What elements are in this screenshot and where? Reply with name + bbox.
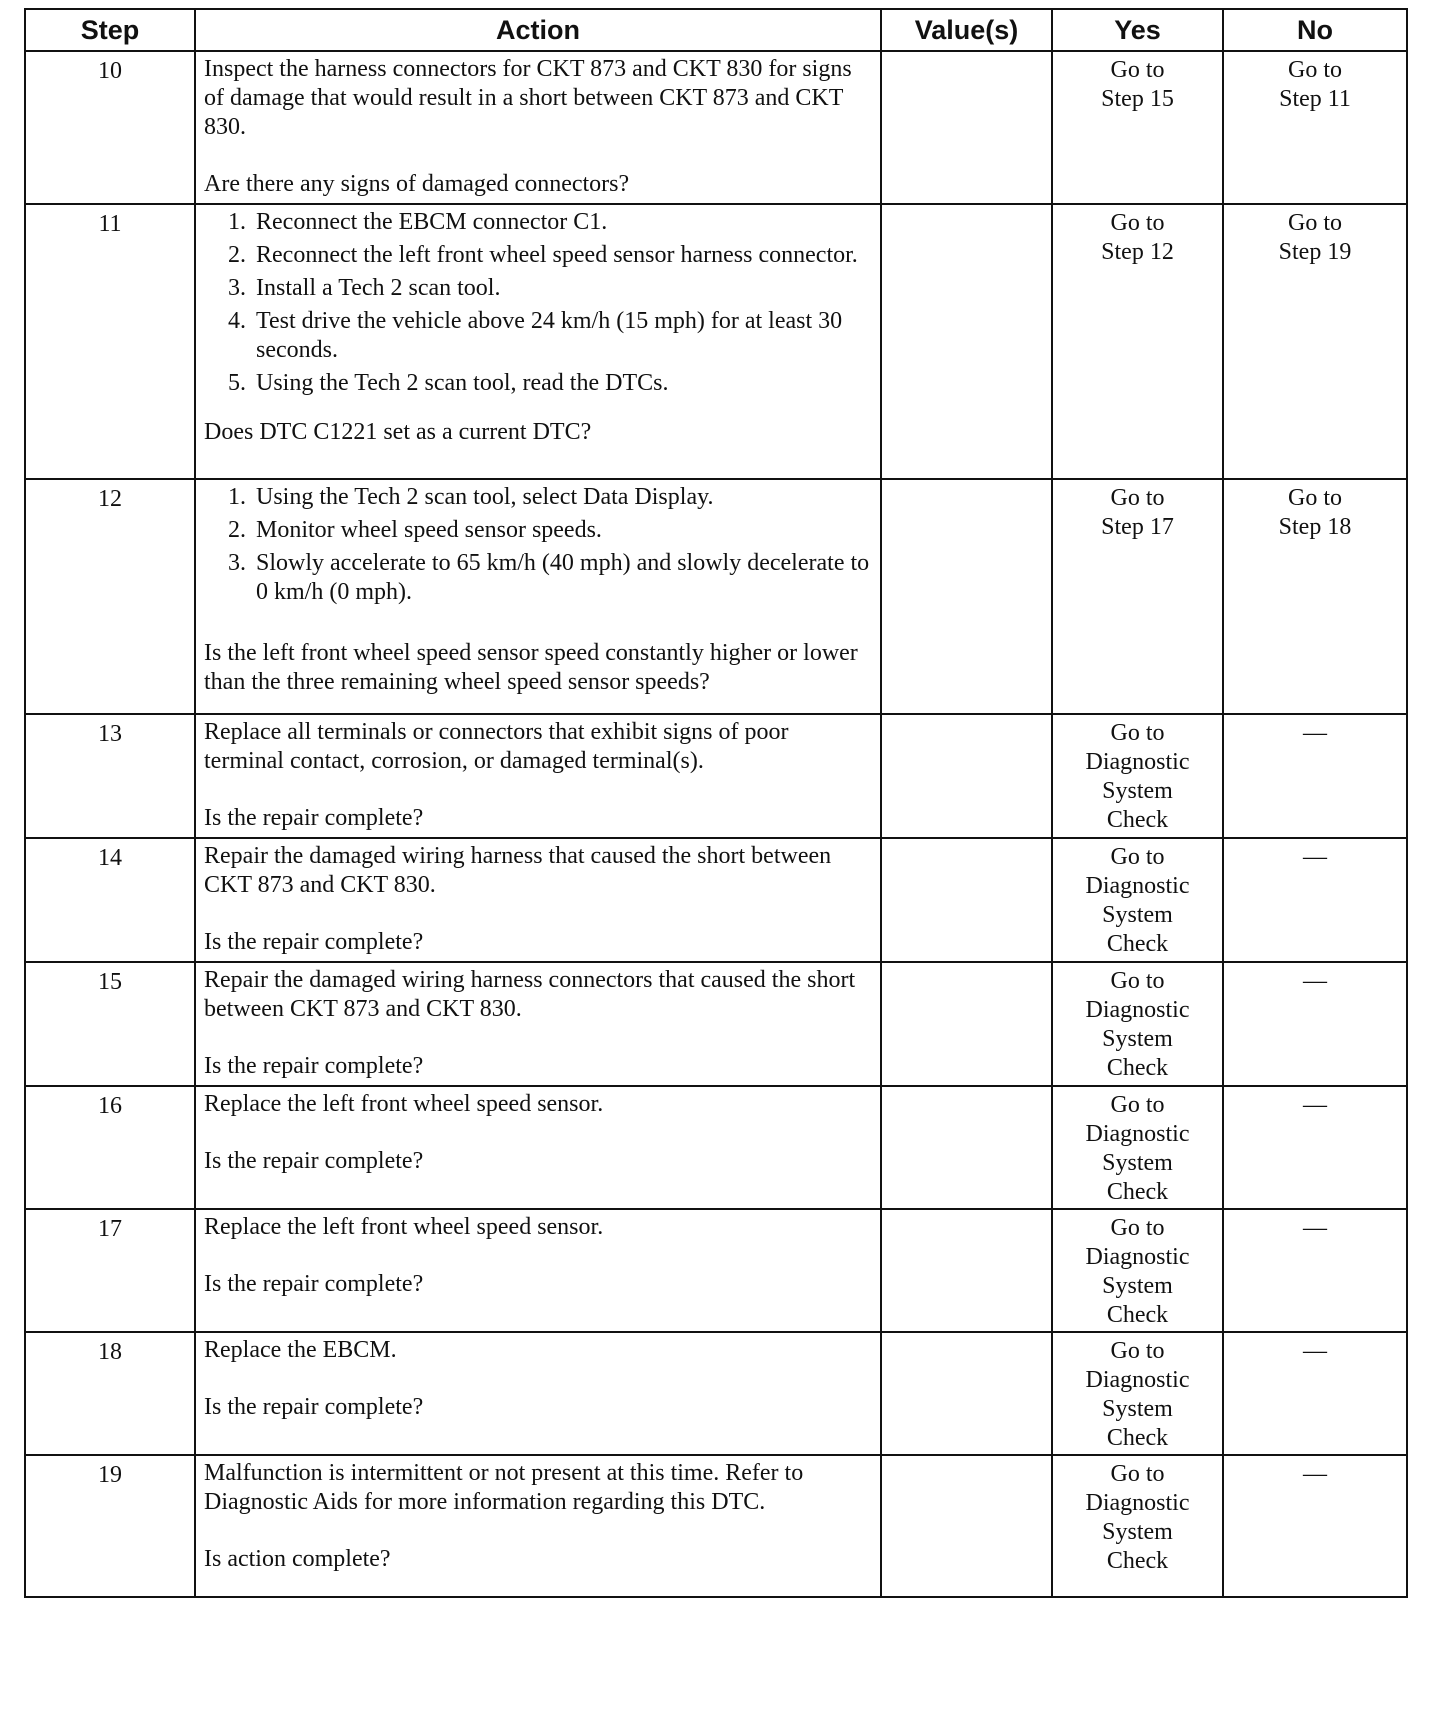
no-text: Go to — [1288, 485, 1342, 511]
yes-text: Check — [1106, 1425, 1169, 1451]
yes-text: Go to — [1110, 485, 1165, 511]
step-number: 11 — [25, 204, 195, 479]
table-row — [25, 1332, 1407, 1455]
step-number: 14 — [25, 838, 195, 962]
action-question: Is action complete? — [204, 1546, 391, 1572]
yes-text: Diagnostic — [1085, 873, 1190, 899]
action-step-item: 4. Test drive the vehicle above 24 km/h (15 mph) for at least 30 seconds. — [252, 307, 874, 365]
action-cell — [195, 1086, 881, 1209]
yes-text: Step 12 — [1101, 239, 1174, 265]
yes-text: Go to — [1110, 210, 1165, 236]
header-action: Action — [195, 9, 881, 51]
spacer — [204, 1024, 874, 1052]
action-step-list — [204, 483, 874, 607]
value-cell — [881, 204, 1052, 479]
diagnostic-page — [24, 8, 1406, 1598]
yes-text: Diagnostic — [1085, 1121, 1190, 1147]
action-step-item: 3. Slowly accelerate to 65 km/h (40 mph) and slowly decelerate to 0 km/h (0 mph). — [252, 549, 874, 607]
yes-text: Go to — [1110, 720, 1165, 746]
action-question: Is the repair complete? — [204, 805, 424, 831]
spacer — [204, 611, 874, 639]
yes-text: Diagnostic — [1085, 1367, 1190, 1393]
step-number: 10 — [25, 51, 195, 204]
yes-text: Go to — [1110, 1338, 1165, 1364]
no-cell — [1223, 962, 1407, 1086]
yes-cell — [1052, 962, 1223, 1086]
no-cell — [1223, 1209, 1407, 1332]
value-cell — [881, 1455, 1052, 1597]
value-cell — [881, 962, 1052, 1086]
action-question: Is the repair complete? — [204, 1394, 424, 1420]
yes-cell — [1052, 1209, 1223, 1332]
yes-text: Step 17 — [1101, 514, 1174, 540]
action-step-item: 2. Reconnect the left front wheel speed sensor harness connector. — [252, 241, 874, 270]
action-cell — [195, 1455, 881, 1597]
action-question: Are there any signs of damaged connectors? — [204, 171, 630, 197]
action-step-item: 2. Monitor wheel speed sensor speeds. — [252, 516, 874, 545]
yes-text: System — [1102, 778, 1173, 804]
header-no: No — [1223, 9, 1407, 51]
spacer — [204, 1365, 874, 1393]
action-instruction: Replace all terminals or connectors that exhibit signs of poor terminal contact, corrosion, or damaged terminal(s). — [204, 719, 789, 774]
action-step-item: 5. Using the Tech 2 scan tool, read the DTCs. — [252, 369, 874, 398]
yes-text: System — [1102, 1026, 1173, 1052]
action-instruction: Malfunction is intermittent or not present at this time. Refer to Diagnostic Aids for more information regarding this DTC. — [204, 1460, 804, 1515]
no-text: — — [1303, 1461, 1327, 1487]
yes-text: System — [1102, 1519, 1173, 1545]
yes-cell — [1052, 479, 1223, 714]
yes-text: Check — [1106, 807, 1169, 833]
action-cell — [195, 479, 881, 714]
no-cell — [1223, 1455, 1407, 1597]
no-cell — [1223, 1086, 1407, 1209]
spacer — [204, 1517, 874, 1545]
yes-text: Check — [1106, 1548, 1169, 1574]
spacer — [204, 142, 874, 170]
yes-cell — [1052, 1086, 1223, 1209]
no-text: Step 18 — [1278, 514, 1352, 540]
action-step-item: 1. Using the Tech 2 scan tool, select Data Display. — [252, 483, 874, 512]
step-number: 13 — [25, 714, 195, 838]
yes-text: Diagnostic — [1085, 749, 1190, 775]
action-cell — [195, 714, 881, 838]
yes-text: Go to — [1110, 1215, 1165, 1241]
yes-text: Go to — [1110, 57, 1165, 83]
table-row — [25, 51, 1407, 204]
action-question: Is the repair complete? — [204, 1271, 424, 1297]
header-step: Step — [25, 9, 195, 51]
step-number: 18 — [25, 1332, 195, 1455]
table-row — [25, 479, 1407, 714]
yes-text: Check — [1106, 1055, 1169, 1081]
yes-text: Go to — [1110, 968, 1165, 994]
action-instruction: Repair the damaged wiring harness that caused the short between CKT 873 and CKT 830. — [204, 843, 832, 898]
action-question: Is the left front wheel speed sensor speed constantly higher or lower than the three remaining wheel speed sensor speeds? — [204, 640, 858, 695]
no-text: Step 19 — [1278, 239, 1352, 265]
step-number: 17 — [25, 1209, 195, 1332]
no-cell — [1223, 714, 1407, 838]
value-cell — [881, 51, 1052, 204]
yes-text: Diagnostic — [1085, 1490, 1190, 1516]
table-row — [25, 204, 1407, 479]
step-number: 15 — [25, 962, 195, 1086]
action-question: Is the repair complete? — [204, 1148, 424, 1174]
action-cell — [195, 1332, 881, 1455]
action-instruction: Replace the left front wheel speed sensor. — [204, 1214, 604, 1240]
table-body — [25, 51, 1407, 1597]
diagnostic-table — [24, 8, 1408, 1598]
table-row — [25, 1455, 1407, 1597]
no-cell — [1223, 479, 1407, 714]
yes-text: Go to — [1110, 1461, 1165, 1487]
action-instruction: Replace the EBCM. — [204, 1337, 397, 1363]
yes-text: Diagnostic — [1085, 997, 1190, 1023]
action-cell — [195, 962, 881, 1086]
value-cell — [881, 1209, 1052, 1332]
yes-cell — [1052, 838, 1223, 962]
action-cell — [195, 838, 881, 962]
action-step-item: 1. Reconnect the EBCM connector C1. — [252, 208, 874, 237]
header-yes: Yes — [1052, 9, 1223, 51]
table-row — [25, 1086, 1407, 1209]
no-text: — — [1303, 968, 1327, 994]
action-instruction: Replace the left front wheel speed sensor. — [204, 1091, 604, 1117]
value-cell — [881, 1332, 1052, 1455]
no-cell — [1223, 51, 1407, 204]
table-row — [25, 962, 1407, 1086]
spacer — [204, 776, 874, 804]
yes-cell — [1052, 51, 1223, 204]
yes-text: Go to — [1110, 1092, 1165, 1118]
action-step-list — [204, 208, 874, 398]
value-cell — [881, 838, 1052, 962]
action-instruction: Repair the damaged wiring harness connectors that caused the short between CKT 873 and CKT 830. — [204, 967, 856, 1022]
action-cell — [195, 51, 881, 204]
table-row — [25, 838, 1407, 962]
no-cell — [1223, 838, 1407, 962]
yes-cell — [1052, 204, 1223, 479]
no-cell — [1223, 204, 1407, 479]
yes-text: Diagnostic — [1085, 1244, 1190, 1270]
yes-text: System — [1102, 902, 1173, 928]
yes-cell — [1052, 1455, 1223, 1597]
header-values: Value(s) — [881, 9, 1052, 51]
table-row — [25, 1209, 1407, 1332]
yes-text: System — [1102, 1273, 1173, 1299]
step-number: 12 — [25, 479, 195, 714]
no-text: — — [1303, 1338, 1327, 1364]
action-cell — [195, 204, 881, 479]
yes-text: Go to — [1110, 844, 1165, 870]
value-cell — [881, 479, 1052, 714]
no-text: — — [1303, 844, 1327, 870]
no-text: Step 11 — [1279, 86, 1351, 112]
yes-text: Check — [1106, 931, 1169, 957]
step-number: 19 — [25, 1455, 195, 1597]
no-text: — — [1303, 720, 1327, 746]
no-cell — [1223, 1332, 1407, 1455]
yes-text: System — [1102, 1150, 1173, 1176]
no-text: — — [1303, 1092, 1327, 1118]
action-instruction: Inspect the harness connectors for CKT 873 and CKT 830 for signs of damage that would result in a short between CKT 873 and CKT 830. — [204, 56, 852, 140]
yes-text: Check — [1106, 1302, 1169, 1328]
yes-text: System — [1102, 1396, 1173, 1422]
action-question: Is the repair complete? — [204, 1053, 424, 1079]
action-step-item: 3. Install a Tech 2 scan tool. — [252, 274, 874, 303]
yes-cell — [1052, 714, 1223, 838]
spacer — [204, 402, 874, 418]
no-text: Go to — [1288, 210, 1342, 236]
action-cell — [195, 1209, 881, 1332]
action-question: Does DTC C1221 set as a current DTC? — [204, 419, 592, 445]
value-cell — [881, 714, 1052, 838]
yes-cell — [1052, 1332, 1223, 1455]
table-header-row — [25, 9, 1407, 51]
table-row — [25, 714, 1407, 838]
no-text: Go to — [1288, 57, 1342, 83]
spacer — [204, 1119, 874, 1147]
no-text: — — [1303, 1215, 1327, 1241]
value-cell — [881, 1086, 1052, 1209]
spacer — [204, 900, 874, 928]
yes-text: Check — [1106, 1179, 1169, 1205]
action-question: Is the repair complete? — [204, 929, 424, 955]
yes-text: Step 15 — [1101, 86, 1174, 112]
step-number: 16 — [25, 1086, 195, 1209]
spacer — [204, 1242, 874, 1270]
